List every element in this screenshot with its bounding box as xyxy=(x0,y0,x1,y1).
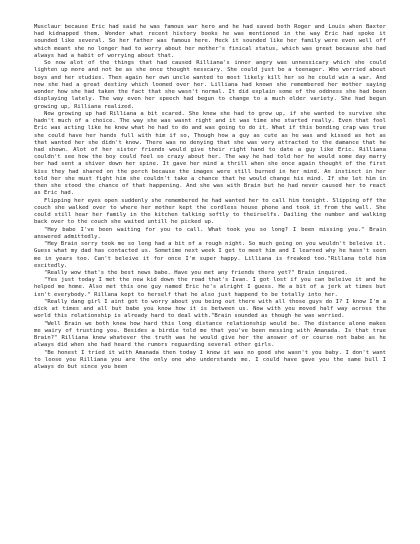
paragraph: Now growing up had Rilliana a bit scared. She knew she had to grow up, if she wanted to survive she hadn't much of a choice. The way she was wasnt right and it was time she started really. Even that fool Eric was acting like he knew what he had to do and was going to do it. What if this bonding crap was true she could have her hands full with him if so, Though how a guy as cute as he was and kissed as hot as that wanted her she didn't know. There was no denying that she was very attracted to the damance that he had shown. Alot of her sister friends would give their right hand to date a guy like Eric. Rilliana couldn't see how the boy could feel so crazy about her. The way he had told her he would some day marry her had sent a shiver down her spine. It gave her mind a thrill when she once again thought of the first kiss they had shared on the porch because the images were still burned in her mind. An instinct in her told her she must fight him she couldn't take a chance that he would change his mind. If she let him in then she stood the chance of that happening. And she was with Brain but he had never caused her to react as Eric had. xyxy=(34,110,386,197)
document-page xyxy=(34,24,386,371)
paragraph: "Really wow that's the best news babe. Have you met any friends there yet?" Brain inquired. xyxy=(44,269,348,276)
paragraph: "Yes just today I met the new kid down the road that's Ivan. I got lost if you can beleive it and he helped me home. Also met this one guy named Eric he's alright I guess. He a bit of a jerk at times but isn't everybody." Rillana kept to herself that he also just happend to be totally into her. xyxy=(34,277,386,298)
paragraph: "Well Brain we both knew how hard this long distance relationship would be. The distance alone makes me wairy of trusting you. Besides a birdie told me that you've been messing with Amanada. Is that true Brain?" Rilliana knew whatever the truth was he would give her the answer of or course not babe as he always did when she had heard the rumors reguarding several other girls. xyxy=(34,320,386,349)
paragraph: "Hey babe I've been waiting for you to call. What took you so long? I been missing you." Brain answered admittedly. xyxy=(34,226,386,240)
paragraph: Musclaur because Eric had said he was famous war hero and he had saved both Roger and Louis when Baxter had kidnapped them. Wonder what recent history books he was mentioned in the way Eric had spoke it sounded like several. So her father was famous here. Heck it sounded like her family were even well off which meant she no longer had to worry about her mother's finical status, which was great because she had always had a habit of worrying about that. xyxy=(34,24,386,59)
paragraph: So now alot of the things that had caused Rilliana's inner angry was unnessicary which she could lighten up more and not be as she once thought nesscary. She could just be a teenager. Who worried about boys and her studies. Then again her own uncle wanted to most likely kill her so he could win a war. And now she had a great destiny which loomed over her. Lilliana had known she remembered her mother saying wonder how she had taken the fact that she wasn't normal. It did explain some of the oddness she had been displaying lately. The way even her speech had begun to change to a much older variety. She had begun growing up, Rilliana realized. xyxy=(34,60,386,110)
paragraph: "Really dang girl I aint got to worry about you being out there with all those guys do I? I know I'm a dick at times and all but babe you know how it is between us. Now with you moved half way across the world this relationship is already hard to deal with."Brain sounded as though he was worried. xyxy=(34,298,386,320)
paragraph: "Be honest I tried it with Amanada then today I knew it was no good she wasn't you baby. I don't want to loose you Rilliana you are the only one who understands me. I could have gave you the same bull I always do but since you been xyxy=(34,349,386,371)
paragraph: Flipping her eyes open suddenly she remembered he had wanted her to call him tonight. Slipping off the couch she walked over to where her mother kept the cordless house phone and took it from the wall. She could still hear her family in the kitchen talking softly to theirselfs. Dailing the number and walking back over to the couch she waited untill he picked up. xyxy=(34,197,386,226)
paragraph: "Hey Brain sorry took me so long had a bit of a rough night. So much going on you wouldn't beleive it. Guess what my dad has contacted us. Sometime next week I get to meet him and I learned why he hasn't seen me in years too. Can't beleive it for once I'm super happy. Lilliana is freaked too."Rillana told him excitedly. xyxy=(34,241,386,269)
